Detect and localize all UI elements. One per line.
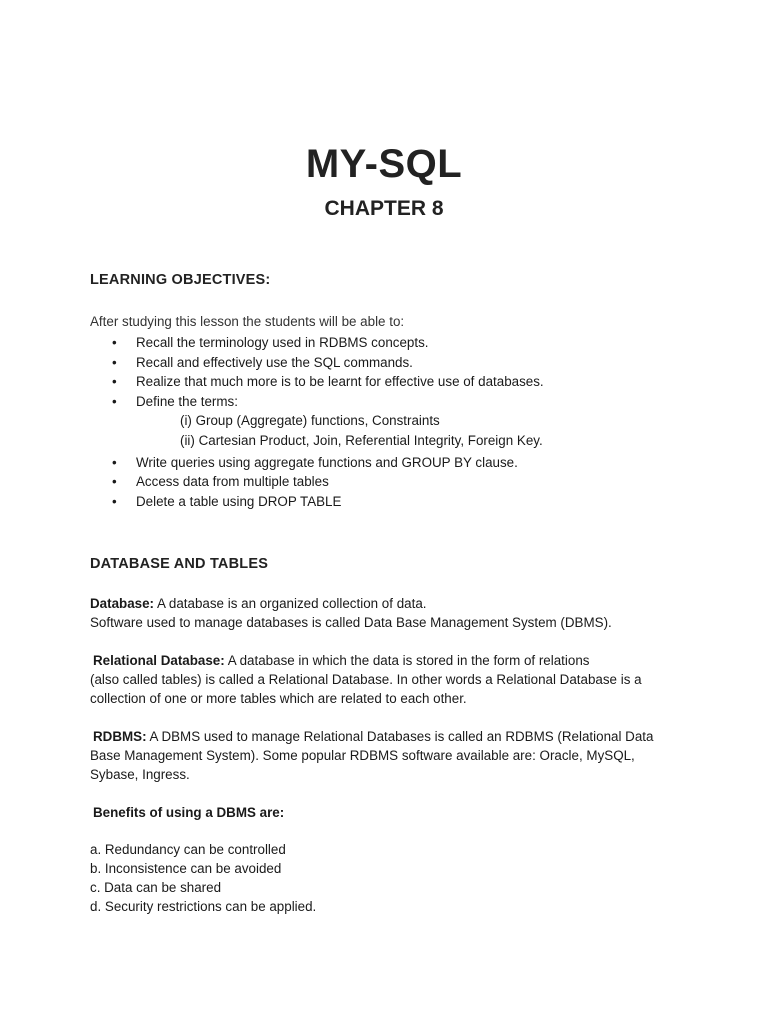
- bullet-icon: •: [112, 493, 117, 509]
- bullet-icon: •: [112, 474, 117, 490]
- list-item: • Realize that much more is to be learnt for effective use of databases.: [90, 372, 690, 392]
- list-item: c. Data can be shared: [90, 880, 222, 895]
- list-item: • Recall the terminology used in RDBMS concepts.: [90, 333, 690, 353]
- bullet-icon: •: [112, 393, 117, 409]
- bullet-icon: •: [112, 335, 117, 350]
- list-item: d. Security restrictions can be applied.: [90, 899, 317, 914]
- sub-list-item: (i) Group (Aggregate) functions, Constraints: [180, 413, 440, 429]
- list-item: • Delete a table using DROP TABLE: [90, 492, 690, 512]
- objectives-intro: After studying this lesson the students will be able to:: [90, 314, 405, 329]
- list-item: • Access data from multiple tables: [90, 472, 690, 492]
- list-item: • Write queries using aggregate functions and GROUP BY clause.: [90, 453, 690, 473]
- database-term: Database:: [90, 596, 155, 611]
- document-title: MY-SQL: [305, 142, 463, 186]
- list-item: • Define the terms:: [90, 392, 690, 412]
- chapter-label: CHAPTER 8: [324, 197, 444, 220]
- benefits-heading: Benefits of using a DBMS are:: [93, 805, 285, 820]
- bullet-icon: •: [112, 354, 117, 370]
- rdbms-term: RDBMS:: [93, 729, 147, 744]
- learning-objectives-heading: LEARNING OBJECTIVES:: [90, 272, 271, 288]
- rdbms-definition: RDBMS: A DBMS used to manage Relational Databases is called an RDBMS (Relational Data Base Management System). Some popular RDBMS software available are: Oracle, MySQL, Sybase, Ingress.: [90, 729, 654, 782]
- database-tables-heading: DATABASE AND TABLES: [90, 556, 269, 572]
- objectives-list: [90, 333, 690, 511]
- bullet-icon: •: [112, 374, 117, 390]
- list-item: a. Redundancy can be controlled: [90, 842, 286, 857]
- sub-list-item: (ii) Cartesian Product, Join, Referential Integrity, Foreign Key.: [180, 432, 543, 448]
- bullet-icon: •: [112, 454, 117, 470]
- relational-database-definition: Relational Database: A database in which the data is stored in the form of relations (also called tables) is called a Relational Database. In other words a Relational Database is a collection of one or more tables which are related to each other.: [90, 653, 642, 706]
- list-item: • Recall and effectively use the SQL commands.: [90, 353, 690, 373]
- list-item: b. Inconsistence can be avoided: [90, 861, 282, 876]
- benefits-list: [90, 840, 660, 916]
- database-definition: Database: A database is an organized collection of data. Software used to manage databases is called Data Base Management System (DBMS).: [90, 596, 612, 630]
- relational-database-term: Relational Database:: [93, 653, 225, 668]
